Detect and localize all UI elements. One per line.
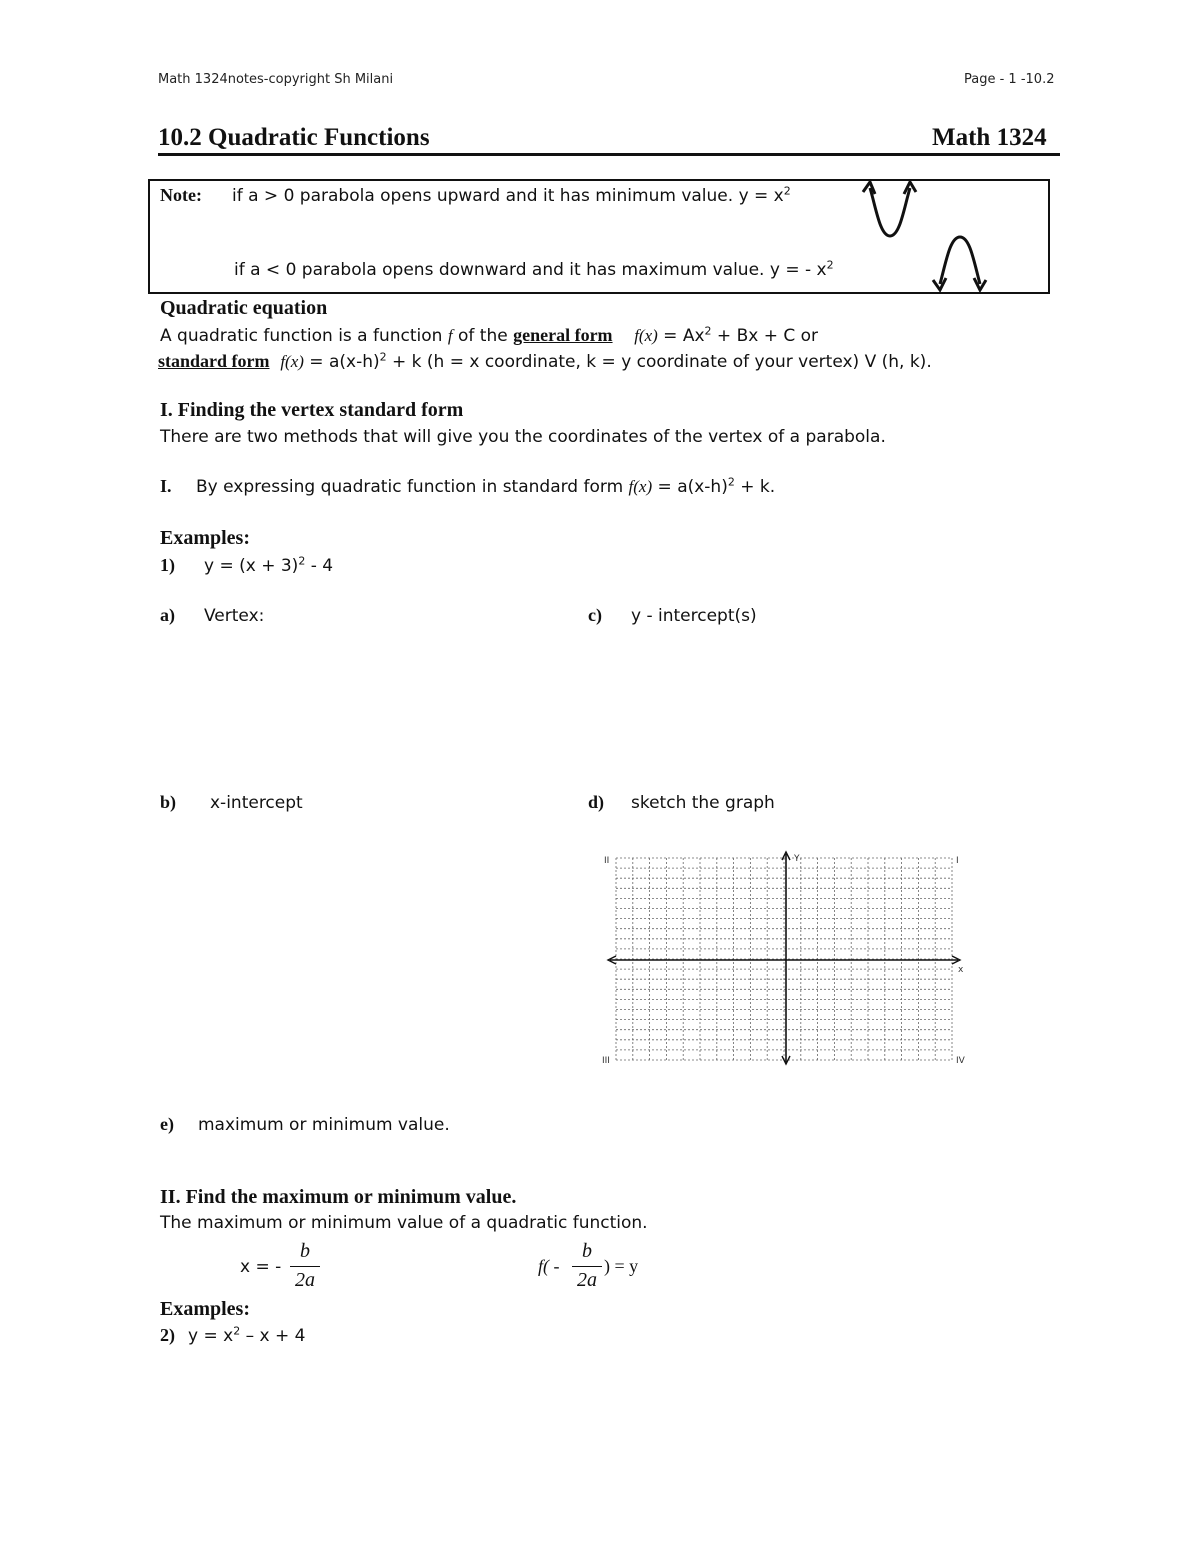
formula-f-denominator: 2a xyxy=(577,1269,597,1291)
general-text-c: = Ax xyxy=(657,326,705,346)
part-a-label: a) xyxy=(160,605,175,625)
standard-fx: f(x) xyxy=(280,352,304,371)
general-exp: 2 xyxy=(704,324,712,338)
example-1-exp: 2 xyxy=(298,554,306,568)
header-left: Math 1324notes-copyright Sh Milani xyxy=(158,72,394,87)
examples-1-heading: Examples: xyxy=(160,527,250,549)
formula-f-suffix: ) = y xyxy=(604,1256,639,1276)
formula-x-bar xyxy=(290,1266,320,1267)
general-form-term: general form xyxy=(513,325,613,345)
y-axis-label: Y xyxy=(794,854,800,864)
note-line-1-text: if a > 0 parabola opens upward and it has minimum value. y = x xyxy=(232,186,784,206)
page-title: 10.2 Quadratic Functions xyxy=(158,124,430,151)
examples-2-heading: Examples: xyxy=(160,1298,250,1320)
quadrant-2-label: II xyxy=(604,856,610,866)
method-exp: 2 xyxy=(727,475,735,489)
formula-x-prefix: x = - xyxy=(240,1257,282,1277)
example-1-eq-a: y = (x + 3) xyxy=(204,556,299,576)
method-text-c: + k. xyxy=(734,477,776,497)
standard-form-term: standard form xyxy=(158,351,270,371)
quadrant-4-label: IV xyxy=(956,1056,965,1066)
example-2-equation xyxy=(188,1326,305,1346)
standard-exp: 2 xyxy=(379,350,387,364)
general-text-b: of the xyxy=(452,326,514,346)
part-a-text: Vertex: xyxy=(204,606,265,626)
method-text-b: = a(x-h) xyxy=(652,477,728,497)
part-c-label: c) xyxy=(588,605,602,625)
formula-f-fraction xyxy=(572,1240,602,1292)
general-fx: f(x) xyxy=(634,326,658,345)
note-line-1 xyxy=(232,186,791,206)
method-number: I. xyxy=(160,476,172,496)
example-1-eq-b: - 4 xyxy=(305,556,334,576)
section-2-heading: II. Find the maximum or minimum value. xyxy=(160,1186,517,1208)
note-line-2-exp: 2 xyxy=(826,258,834,272)
formula-f-numerator: b xyxy=(582,1240,592,1262)
example-2-number: 2) xyxy=(160,1325,175,1345)
general-text-a: A quadratic function is a function xyxy=(160,326,448,346)
quadratic-heading: Quadratic equation xyxy=(160,297,328,319)
note-line-2-text: if a < 0 parabola opens downward and it has maximum value. y = - x xyxy=(234,260,827,280)
formula-f-prefix: f( - xyxy=(538,1256,560,1276)
method-text-a: By expressing quadratic function in standard form xyxy=(196,477,629,497)
course-title: Math 1324 xyxy=(932,124,1047,151)
section-1-heading: I. Finding the vertex standard form xyxy=(160,399,464,421)
grid-lines xyxy=(616,858,952,1060)
method-line xyxy=(196,477,775,497)
example-1-number: 1) xyxy=(160,555,175,575)
x-axis-label: x xyxy=(958,965,964,975)
example-2-eq-b: – x + 4 xyxy=(240,1326,306,1346)
title-rule xyxy=(158,153,1060,156)
header-right: Page - 1 -10.2 xyxy=(964,72,1055,87)
upward-parabola-icon xyxy=(858,178,922,242)
general-form-line xyxy=(160,325,818,346)
note-line-1-exp: 2 xyxy=(783,184,791,198)
general-f: f xyxy=(447,326,453,345)
formula-x-numerator: b xyxy=(300,1240,310,1262)
standard-form-line xyxy=(158,351,932,372)
standard-text-b: + k (h = x coordinate, k = y coordinate of your vertex) V (h, k). xyxy=(386,352,932,372)
part-d-label: d) xyxy=(588,792,605,812)
section-1-text: There are two methods that will give you the coordinates of the vertex of a parabola. xyxy=(160,427,886,447)
quadrant-1-label: I xyxy=(956,856,959,866)
downward-parabola-icon xyxy=(928,232,992,296)
part-e-label: e) xyxy=(160,1114,174,1134)
part-b-text: x-intercept xyxy=(210,793,303,813)
part-d-text: sketch the graph xyxy=(631,793,775,813)
formula-f-bar xyxy=(572,1266,602,1267)
formula-x-denominator: 2a xyxy=(295,1269,315,1291)
method-fx: f(x) xyxy=(628,477,653,496)
general-text-d: + Bx + C or xyxy=(711,326,819,346)
example-2-eq-a: y = x xyxy=(188,1326,234,1346)
part-b-label: b) xyxy=(160,792,177,812)
note-label: Note: xyxy=(160,185,202,205)
note-line-2 xyxy=(234,260,834,280)
quadrant-3-label: III xyxy=(602,1056,610,1066)
coordinate-grid xyxy=(600,848,980,1070)
part-e-text: maximum or minimum value. xyxy=(198,1115,450,1135)
part-c-text: y - intercept(s) xyxy=(631,606,757,626)
formula-x-fraction xyxy=(290,1240,320,1292)
section-2-text: The maximum or minimum value of a quadratic function. xyxy=(160,1213,648,1233)
example-2-exp: 2 xyxy=(233,1324,241,1338)
standard-text-a: = a(x-h) xyxy=(303,352,380,372)
example-1-equation xyxy=(204,556,333,576)
